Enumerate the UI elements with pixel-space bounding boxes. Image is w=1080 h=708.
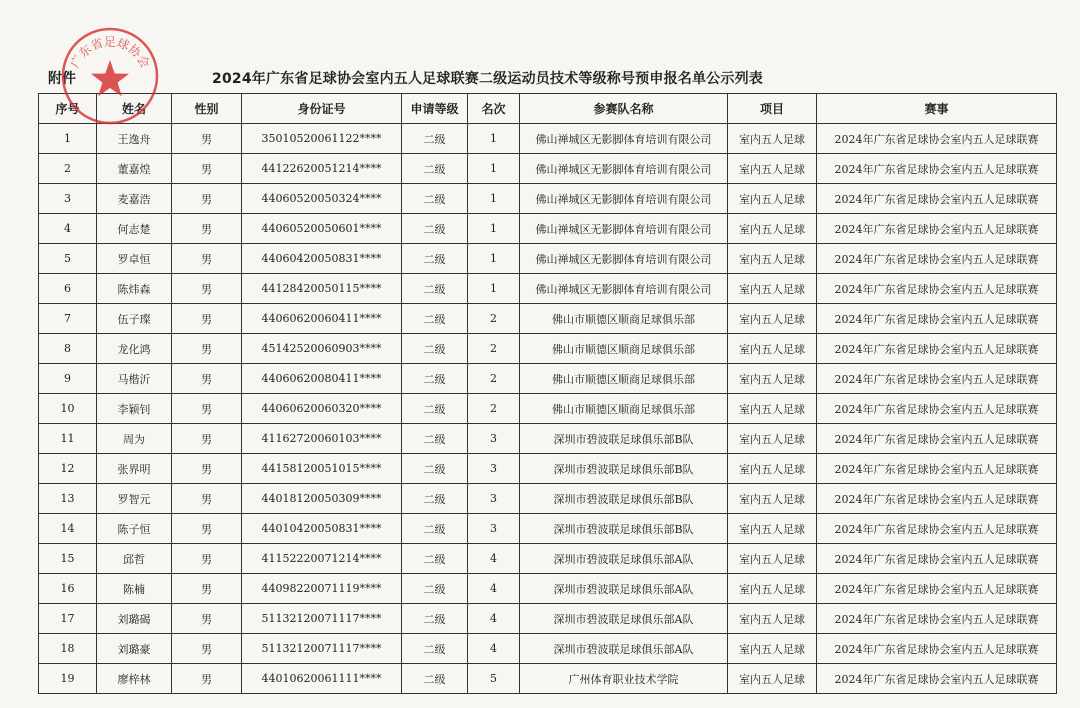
star-icon bbox=[91, 60, 129, 96]
seal-text: 广东省足球协会 bbox=[67, 35, 153, 71]
cell-rank: 1 bbox=[468, 274, 520, 304]
table-row bbox=[39, 634, 1057, 664]
cell-level: 二级 bbox=[402, 124, 468, 154]
cell-team: 佛山市顺德区顺商足球俱乐部 bbox=[520, 334, 728, 364]
attachment-label: 附件 bbox=[48, 71, 76, 87]
cell-seq: 11 bbox=[39, 424, 97, 454]
cell-seq: 16 bbox=[39, 574, 97, 604]
cell-gender: 男 bbox=[172, 334, 242, 364]
cell-competition: 2024年广东省足球协会室内五人足球联赛 bbox=[817, 334, 1057, 364]
cell-competition: 2024年广东省足球协会室内五人足球联赛 bbox=[817, 154, 1057, 184]
cell-gender: 男 bbox=[172, 664, 242, 694]
cell-team: 深圳市碧波联足球俱乐部B队 bbox=[520, 424, 728, 454]
cell-team: 佛山禅城区无影脚体育培训有限公司 bbox=[520, 184, 728, 214]
cell-rank: 4 bbox=[468, 544, 520, 574]
cell-name: 陈炜森 bbox=[97, 274, 172, 304]
cell-event: 室内五人足球 bbox=[728, 274, 817, 304]
cell-name: 李颖钊 bbox=[97, 394, 172, 424]
cell-gender: 男 bbox=[172, 454, 242, 484]
table-row bbox=[39, 154, 1057, 184]
cell-gender: 男 bbox=[172, 514, 242, 544]
cell-level: 二级 bbox=[402, 304, 468, 334]
cell-level: 二级 bbox=[402, 274, 468, 304]
cell-name: 陈楠 bbox=[97, 574, 172, 604]
nominee-table bbox=[38, 93, 1057, 694]
cell-rank: 1 bbox=[468, 244, 520, 274]
cell-gender: 男 bbox=[172, 604, 242, 634]
cell-seq: 17 bbox=[39, 604, 97, 634]
cell-gender: 男 bbox=[172, 154, 242, 184]
table-row bbox=[39, 304, 1057, 334]
cell-team: 深圳市碧波联足球俱乐部A队 bbox=[520, 574, 728, 604]
table-row bbox=[39, 484, 1057, 514]
cell-team: 佛山禅城区无影脚体育培训有限公司 bbox=[520, 154, 728, 184]
col-header-name: 姓名 bbox=[97, 94, 172, 124]
cell-team: 佛山禅城区无影脚体育培训有限公司 bbox=[520, 124, 728, 154]
cell-name: 董嘉煌 bbox=[97, 154, 172, 184]
cell-competition: 2024年广东省足球协会室内五人足球联赛 bbox=[817, 214, 1057, 244]
cell-gender: 男 bbox=[172, 124, 242, 154]
cell-competition: 2024年广东省足球协会室内五人足球联赛 bbox=[817, 484, 1057, 514]
cell-seq: 6 bbox=[39, 274, 97, 304]
cell-id-number: 44098220071119**** bbox=[242, 574, 402, 604]
cell-level: 二级 bbox=[402, 184, 468, 214]
table-row bbox=[39, 334, 1057, 364]
cell-seq: 9 bbox=[39, 364, 97, 394]
cell-event: 室内五人足球 bbox=[728, 244, 817, 274]
document-title: 2024年广东省足球协会室内五人足球联赛二级运动员技术等级称号预申报名单公示列表 bbox=[212, 71, 763, 87]
table-row bbox=[39, 364, 1057, 394]
cell-gender: 男 bbox=[172, 394, 242, 424]
table-row bbox=[39, 424, 1057, 454]
cell-competition: 2024年广东省足球协会室内五人足球联赛 bbox=[817, 544, 1057, 574]
cell-competition: 2024年广东省足球协会室内五人足球联赛 bbox=[817, 244, 1057, 274]
cell-id-number: 44018120050309**** bbox=[242, 484, 402, 514]
cell-id-number: 45142520060903**** bbox=[242, 334, 402, 364]
cell-competition: 2024年广东省足球协会室内五人足球联赛 bbox=[817, 274, 1057, 304]
cell-name: 王逸舟 bbox=[97, 124, 172, 154]
cell-team: 佛山禅城区无影脚体育培训有限公司 bbox=[520, 244, 728, 274]
table-header-row bbox=[39, 94, 1057, 124]
cell-event: 室内五人足球 bbox=[728, 154, 817, 184]
table-row bbox=[39, 514, 1057, 544]
cell-level: 二级 bbox=[402, 604, 468, 634]
cell-name: 龙化鸿 bbox=[97, 334, 172, 364]
cell-rank: 3 bbox=[468, 514, 520, 544]
cell-team: 佛山市顺德区顺商足球俱乐部 bbox=[520, 304, 728, 334]
cell-name: 周为 bbox=[97, 424, 172, 454]
cell-event: 室内五人足球 bbox=[728, 364, 817, 394]
cell-event: 室内五人足球 bbox=[728, 574, 817, 604]
cell-gender: 男 bbox=[172, 544, 242, 574]
col-header-team: 参赛队名称 bbox=[520, 94, 728, 124]
cell-level: 二级 bbox=[402, 544, 468, 574]
cell-rank: 4 bbox=[468, 604, 520, 634]
cell-rank: 3 bbox=[468, 424, 520, 454]
cell-name: 罗卓恒 bbox=[97, 244, 172, 274]
cell-level: 二级 bbox=[402, 424, 468, 454]
cell-id-number: 44010420050831**** bbox=[242, 514, 402, 544]
cell-gender: 男 bbox=[172, 214, 242, 244]
cell-id-number: 44060520050601**** bbox=[242, 214, 402, 244]
cell-id-number: 44060620080411**** bbox=[242, 364, 402, 394]
cell-event: 室内五人足球 bbox=[728, 664, 817, 694]
cell-seq: 19 bbox=[39, 664, 97, 694]
cell-event: 室内五人足球 bbox=[728, 514, 817, 544]
cell-name: 刘璐豪 bbox=[97, 634, 172, 664]
cell-rank: 4 bbox=[468, 634, 520, 664]
cell-event: 室内五人足球 bbox=[728, 484, 817, 514]
table-row bbox=[39, 664, 1057, 694]
cell-name: 伍子璨 bbox=[97, 304, 172, 334]
cell-rank: 3 bbox=[468, 454, 520, 484]
cell-competition: 2024年广东省足球协会室内五人足球联赛 bbox=[817, 394, 1057, 424]
cell-seq: 5 bbox=[39, 244, 97, 274]
cell-name: 何志楚 bbox=[97, 214, 172, 244]
cell-level: 二级 bbox=[402, 214, 468, 244]
cell-name: 廖梓林 bbox=[97, 664, 172, 694]
cell-seq: 13 bbox=[39, 484, 97, 514]
cell-rank: 3 bbox=[468, 484, 520, 514]
cell-competition: 2024年广东省足球协会室内五人足球联赛 bbox=[817, 124, 1057, 154]
cell-id-number: 44010620061111**** bbox=[242, 664, 402, 694]
col-header-rank: 名次 bbox=[468, 94, 520, 124]
cell-rank: 4 bbox=[468, 574, 520, 604]
cell-seq: 1 bbox=[39, 124, 97, 154]
cell-id-number: 44128420050115**** bbox=[242, 274, 402, 304]
cell-id-number: 44060620060411**** bbox=[242, 304, 402, 334]
cell-competition: 2024年广东省足球协会室内五人足球联赛 bbox=[817, 664, 1057, 694]
col-header-event: 项目 bbox=[728, 94, 817, 124]
cell-team: 佛山禅城区无影脚体育培训有限公司 bbox=[520, 274, 728, 304]
table-body bbox=[39, 124, 1057, 694]
cell-rank: 1 bbox=[468, 154, 520, 184]
table-row bbox=[39, 604, 1057, 634]
cell-gender: 男 bbox=[172, 184, 242, 214]
table-row bbox=[39, 274, 1057, 304]
cell-event: 室内五人足球 bbox=[728, 544, 817, 574]
cell-competition: 2024年广东省足球协会室内五人足球联赛 bbox=[817, 574, 1057, 604]
cell-event: 室内五人足球 bbox=[728, 634, 817, 664]
table-row bbox=[39, 244, 1057, 274]
cell-rank: 1 bbox=[468, 124, 520, 154]
cell-seq: 7 bbox=[39, 304, 97, 334]
cell-name: 邱哲 bbox=[97, 544, 172, 574]
table-row bbox=[39, 454, 1057, 484]
cell-event: 室内五人足球 bbox=[728, 124, 817, 154]
cell-level: 二级 bbox=[402, 364, 468, 394]
cell-rank: 5 bbox=[468, 664, 520, 694]
cell-team: 佛山市顺德区顺商足球俱乐部 bbox=[520, 364, 728, 394]
table-row bbox=[39, 184, 1057, 214]
cell-seq: 14 bbox=[39, 514, 97, 544]
table-row bbox=[39, 394, 1057, 424]
table-row bbox=[39, 574, 1057, 604]
col-header-competition: 赛事 bbox=[817, 94, 1057, 124]
cell-level: 二级 bbox=[402, 634, 468, 664]
cell-level: 二级 bbox=[402, 334, 468, 364]
cell-level: 二级 bbox=[402, 394, 468, 424]
cell-name: 麦嘉浩 bbox=[97, 184, 172, 214]
cell-event: 室内五人足球 bbox=[728, 604, 817, 634]
cell-rank: 2 bbox=[468, 304, 520, 334]
cell-team: 深圳市碧波联足球俱乐部B队 bbox=[520, 454, 728, 484]
cell-seq: 12 bbox=[39, 454, 97, 484]
cell-seq: 2 bbox=[39, 154, 97, 184]
cell-seq: 3 bbox=[39, 184, 97, 214]
cell-competition: 2024年广东省足球协会室内五人足球联赛 bbox=[817, 304, 1057, 334]
cell-team: 深圳市碧波联足球俱乐部A队 bbox=[520, 544, 728, 574]
cell-event: 室内五人足球 bbox=[728, 394, 817, 424]
cell-rank: 1 bbox=[468, 184, 520, 214]
cell-competition: 2024年广东省足球协会室内五人足球联赛 bbox=[817, 604, 1057, 634]
cell-team: 深圳市碧波联足球俱乐部A队 bbox=[520, 604, 728, 634]
cell-name: 刘璐碣 bbox=[97, 604, 172, 634]
col-header-gender: 性别 bbox=[172, 94, 242, 124]
cell-competition: 2024年广东省足球协会室内五人足球联赛 bbox=[817, 634, 1057, 664]
cell-team: 深圳市碧波联足球俱乐部B队 bbox=[520, 514, 728, 544]
cell-team: 深圳市碧波联足球俱乐部B队 bbox=[520, 484, 728, 514]
table-row bbox=[39, 124, 1057, 154]
cell-name: 张界明 bbox=[97, 454, 172, 484]
table-row bbox=[39, 544, 1057, 574]
cell-seq: 4 bbox=[39, 214, 97, 244]
cell-level: 二级 bbox=[402, 574, 468, 604]
col-header-level: 申请等级 bbox=[402, 94, 468, 124]
table-row bbox=[39, 214, 1057, 244]
cell-competition: 2024年广东省足球协会室内五人足球联赛 bbox=[817, 364, 1057, 394]
cell-id-number: 51132120071117**** bbox=[242, 604, 402, 634]
cell-competition: 2024年广东省足球协会室内五人足球联赛 bbox=[817, 454, 1057, 484]
cell-competition: 2024年广东省足球协会室内五人足球联赛 bbox=[817, 424, 1057, 454]
cell-id-number: 41162720060103**** bbox=[242, 424, 402, 454]
cell-gender: 男 bbox=[172, 424, 242, 454]
cell-gender: 男 bbox=[172, 244, 242, 274]
cell-event: 室内五人足球 bbox=[728, 454, 817, 484]
cell-id-number: 44060620060320**** bbox=[242, 394, 402, 424]
cell-event: 室内五人足球 bbox=[728, 304, 817, 334]
cell-gender: 男 bbox=[172, 634, 242, 664]
cell-name: 陈子恒 bbox=[97, 514, 172, 544]
cell-rank: 2 bbox=[468, 394, 520, 424]
col-header-seq: 序号 bbox=[39, 94, 97, 124]
cell-team: 广州体育职业技术学院 bbox=[520, 664, 728, 694]
cell-seq: 10 bbox=[39, 394, 97, 424]
cell-name: 罗智元 bbox=[97, 484, 172, 514]
cell-seq: 15 bbox=[39, 544, 97, 574]
cell-event: 室内五人足球 bbox=[728, 424, 817, 454]
cell-level: 二级 bbox=[402, 484, 468, 514]
cell-gender: 男 bbox=[172, 484, 242, 514]
cell-event: 室内五人足球 bbox=[728, 184, 817, 214]
cell-seq: 8 bbox=[39, 334, 97, 364]
cell-competition: 2024年广东省足球协会室内五人足球联赛 bbox=[817, 514, 1057, 544]
cell-gender: 男 bbox=[172, 274, 242, 304]
cell-gender: 男 bbox=[172, 574, 242, 604]
cell-rank: 2 bbox=[468, 334, 520, 364]
cell-level: 二级 bbox=[402, 664, 468, 694]
cell-id-number: 44158120051015**** bbox=[242, 454, 402, 484]
cell-seq: 18 bbox=[39, 634, 97, 664]
cell-team: 佛山市顺德区顺商足球俱乐部 bbox=[520, 394, 728, 424]
cell-id-number: 41152220071214**** bbox=[242, 544, 402, 574]
cell-id-number: 44122620051214**** bbox=[242, 154, 402, 184]
cell-id-number: 35010520061122**** bbox=[242, 124, 402, 154]
cell-rank: 2 bbox=[468, 364, 520, 394]
cell-competition: 2024年广东省足球协会室内五人足球联赛 bbox=[817, 184, 1057, 214]
cell-name: 马楷沂 bbox=[97, 364, 172, 394]
cell-rank: 1 bbox=[468, 214, 520, 244]
cell-team: 佛山禅城区无影脚体育培训有限公司 bbox=[520, 214, 728, 244]
cell-id-number: 44060520050324**** bbox=[242, 184, 402, 214]
cell-event: 室内五人足球 bbox=[728, 334, 817, 364]
cell-level: 二级 bbox=[402, 154, 468, 184]
cell-gender: 男 bbox=[172, 304, 242, 334]
cell-level: 二级 bbox=[402, 514, 468, 544]
cell-id-number: 51132120071117**** bbox=[242, 634, 402, 664]
cell-id-number: 44060420050831**** bbox=[242, 244, 402, 274]
cell-level: 二级 bbox=[402, 454, 468, 484]
cell-event: 室内五人足球 bbox=[728, 214, 817, 244]
cell-level: 二级 bbox=[402, 244, 468, 274]
cell-team: 深圳市碧波联足球俱乐部A队 bbox=[520, 634, 728, 664]
col-header-id: 身份证号 bbox=[242, 94, 402, 124]
cell-gender: 男 bbox=[172, 364, 242, 394]
